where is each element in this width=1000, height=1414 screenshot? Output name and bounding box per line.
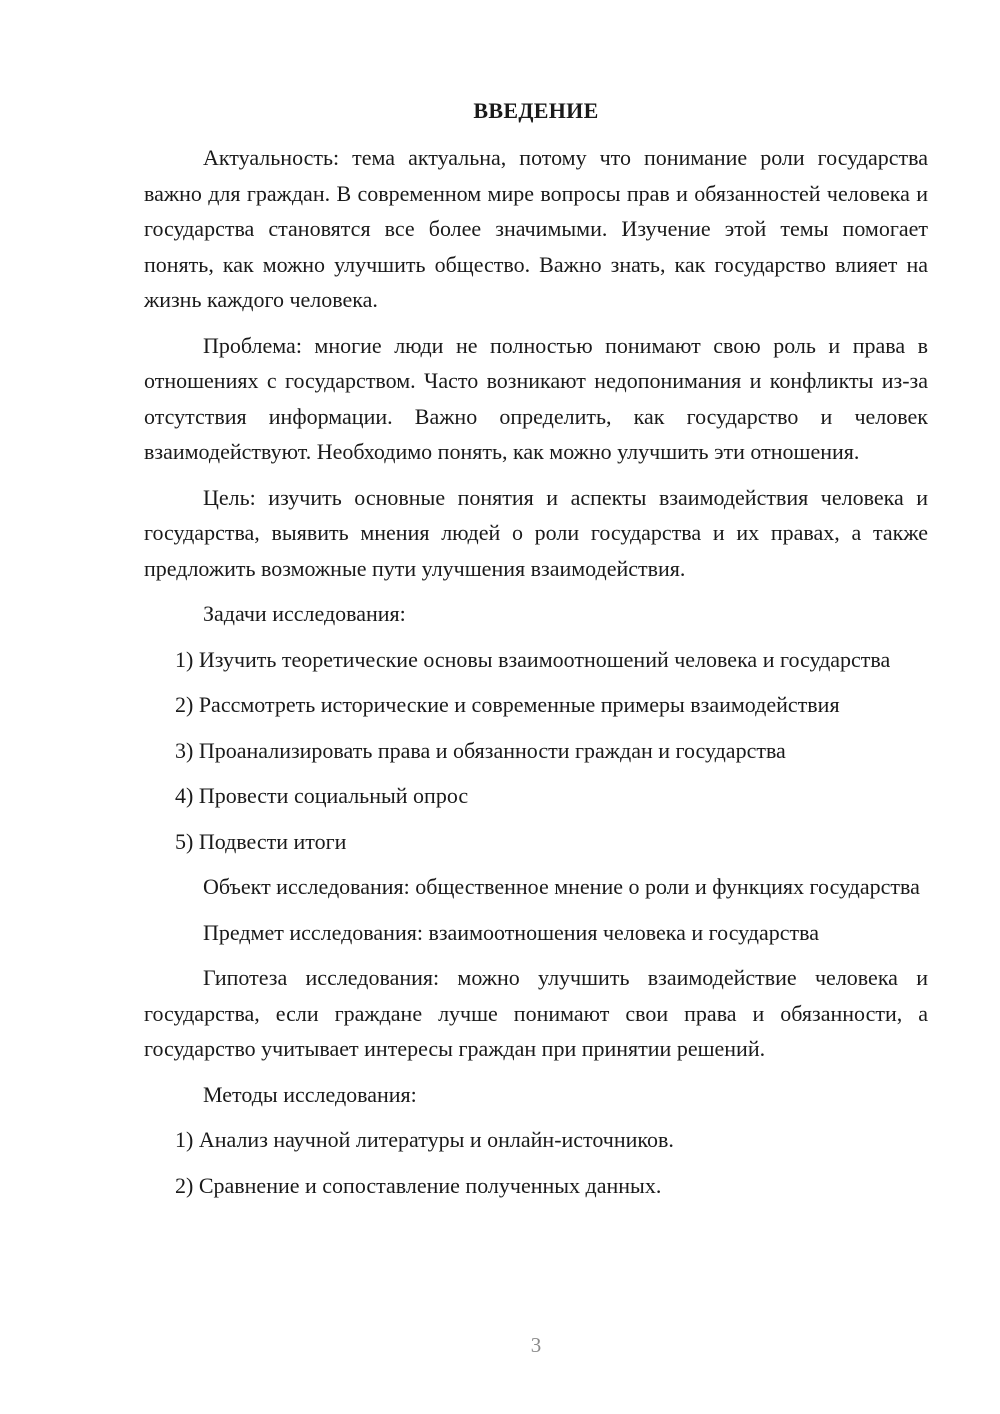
list-item-task-4: 4) Провести социальный опрос bbox=[175, 783, 469, 808]
list-item-task-5: 5) Подвести итоги bbox=[175, 828, 347, 854]
list-item-method-1: 1) Анализ научной литературы и онлайн-источников. bbox=[175, 1127, 674, 1152]
paragraph-problem: Проблема: многие люди не полностью понимают свою роль и права в отношениях с государством. Часто возникают недопонимания и конфликты из-за отсутствия информации. Важно определить, как государство и человек взаимодействуют. Необходимо понять, как можно улучшить эти отношения. bbox=[144, 332, 928, 464]
page-title: ВВЕДЕНИЕ bbox=[473, 98, 599, 123]
list-item-task-2: 2) Рассмотреть исторические и современные примеры взаимодействия bbox=[175, 692, 840, 717]
paragraph-object: Объект исследования: общественное мнение о роли и функциях государства bbox=[203, 874, 920, 899]
list-item-task-1: 1) Изучить теоретические основы взаимоотношений человека и государства bbox=[175, 646, 891, 672]
document-page bbox=[144, 0, 928, 1414]
paragraph-subject: Предмет исследования: взаимоотношения человека и государства bbox=[203, 919, 819, 945]
paragraph-tasks-heading: Задачи исследования: bbox=[203, 601, 406, 626]
document-body bbox=[144, 140, 928, 1213]
list-item-method-2: 2) Сравнение и сопоставление полученных данных. bbox=[175, 1172, 662, 1198]
paragraph-hypothesis: Гипотеза исследования: можно улучшить взаимодействие человека и государства, если граждане лучше понимают свои права и обязанности, а государство учитывает интересы граждан при принятии решений. bbox=[144, 965, 928, 1061]
list-item-task-3: 3) Проанализировать права и обязанности граждан и государства bbox=[175, 737, 786, 763]
paragraph-methods-heading: Методы исследования: bbox=[203, 1081, 417, 1107]
page-number: 3 bbox=[530, 1333, 542, 1357]
paragraph-goal: Цель: изучить основные понятия и аспекты взаимодействия человека и государства, выявить мнения людей о роли государства и их правах, а также предложить возможные пути улучшения взаимодействия. bbox=[144, 484, 928, 581]
paragraph-relevance: Актуальность: тема актуальна, потому что понимание роли государства важно для граждан. В современном мире вопросы прав и обязанностей человека и государства становятся все более значимыми. Изучение этой темы помогает понять, как можно улучшить общество. Важно знать, как государство влияет на жизнь каждого человека. bbox=[144, 145, 928, 312]
